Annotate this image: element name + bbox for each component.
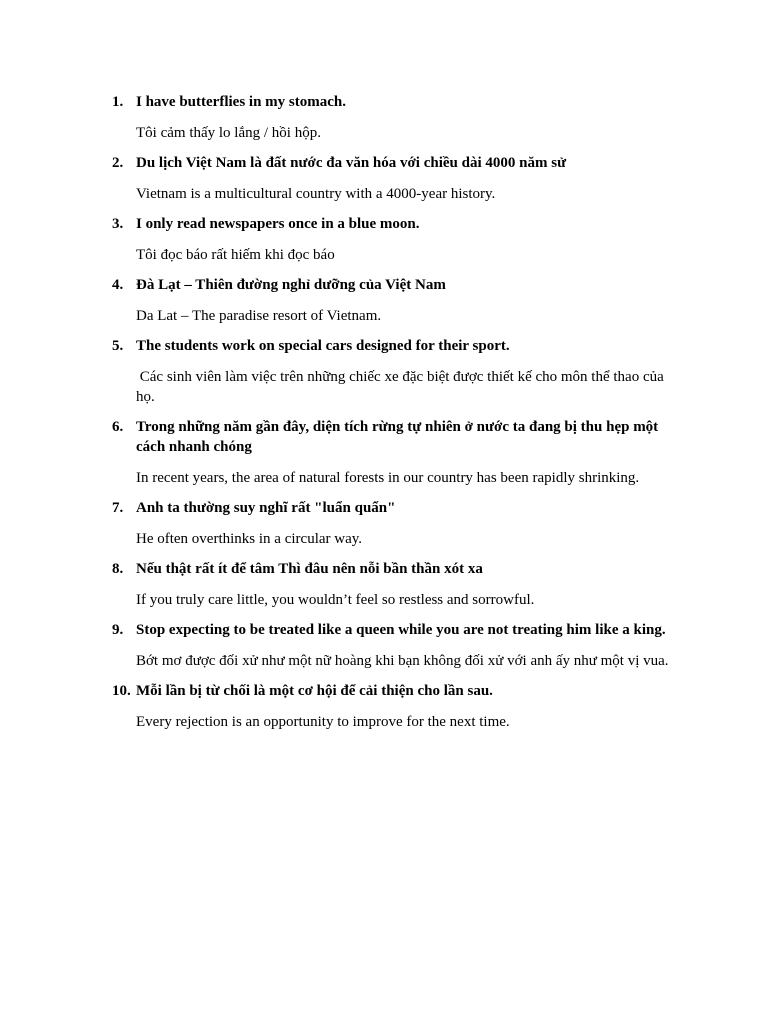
item-source-sentence: Mỗi lần bị từ chối là một cơ hội để cải thiện cho lần sau.	[136, 683, 493, 699]
item-source-sentence: Du lịch Việt Nam là đất nước đa văn hóa với chiều dài 4000 năm sử	[136, 155, 567, 171]
item-number: 2.	[112, 155, 124, 171]
item-translation: Da Lat – The paradise resort of Vietnam.	[136, 308, 382, 324]
item-number: 5.	[112, 338, 124, 354]
list-item	[112, 92, 672, 143]
item-source-sentence: Anh ta thường suy nghĩ rất "luẩn quẩn"	[136, 500, 396, 516]
item-number: 9.	[112, 622, 124, 638]
item-translation: He often overthinks in a circular way.	[136, 531, 363, 547]
item-number: 8.	[112, 561, 124, 577]
item-number: 4.	[112, 277, 124, 293]
list-item	[112, 153, 672, 204]
item-number: 10.	[112, 683, 131, 699]
item-source-sentence: Nếu thật rất ít để tâm Thì đâu nên nỗi bần thần xót xa	[136, 561, 483, 577]
item-source-sentence: Đà Lạt – Thiên đường nghỉ dưỡng của Việt Nam	[136, 277, 446, 293]
item-number: 6.	[112, 419, 124, 435]
item-translation: Vietnam is a multicultural country with a 4000-year history.	[136, 186, 496, 202]
item-translation: Các sinh viên làm việc trên những chiếc xe đặc biệt được thiết kế cho môn thể thao của họ.	[136, 369, 668, 405]
item-number: 1.	[112, 94, 124, 110]
item-number: 7.	[112, 500, 124, 516]
list-item	[112, 417, 672, 488]
item-source-sentence: The students work on special cars designed for their sport.	[136, 338, 510, 354]
item-source-sentence: I only read newspapers once in a blue moon.	[136, 216, 420, 232]
list-item	[112, 498, 672, 549]
item-translation: Tôi đọc báo rất hiếm khi đọc báo	[136, 247, 335, 263]
list-item	[112, 620, 672, 671]
list-item	[112, 681, 672, 732]
list-item	[112, 336, 672, 407]
item-source-sentence: Trong những năm gần đây, diện tích rừng tự nhiên ở nước ta đang bị thu hẹp một cách nhanh chóng	[136, 419, 659, 455]
item-translation: Tôi cảm thấy lo lắng / hồi hộp.	[136, 125, 321, 141]
item-source-sentence: I have butterflies in my stomach.	[136, 94, 346, 110]
translation-list	[112, 92, 672, 742]
item-translation: If you truly care little, you wouldn’t feel so restless and sorrowful.	[136, 592, 535, 608]
item-translation: In recent years, the area of natural forests in our country has been rapidly shrinking.	[136, 470, 640, 486]
item-source-sentence: Stop expecting to be treated like a queen while you are not treating him like a king.	[136, 622, 666, 638]
list-item	[112, 559, 672, 610]
item-number: 3.	[112, 216, 124, 232]
item-translation: Every rejection is an opportunity to improve for the next time.	[136, 714, 510, 730]
list-item	[112, 275, 672, 326]
list-item	[112, 214, 672, 265]
item-translation: Bớt mơ được đối xử như một nữ hoàng khi bạn không đối xử với anh ấy như một vị vua.	[136, 653, 669, 669]
